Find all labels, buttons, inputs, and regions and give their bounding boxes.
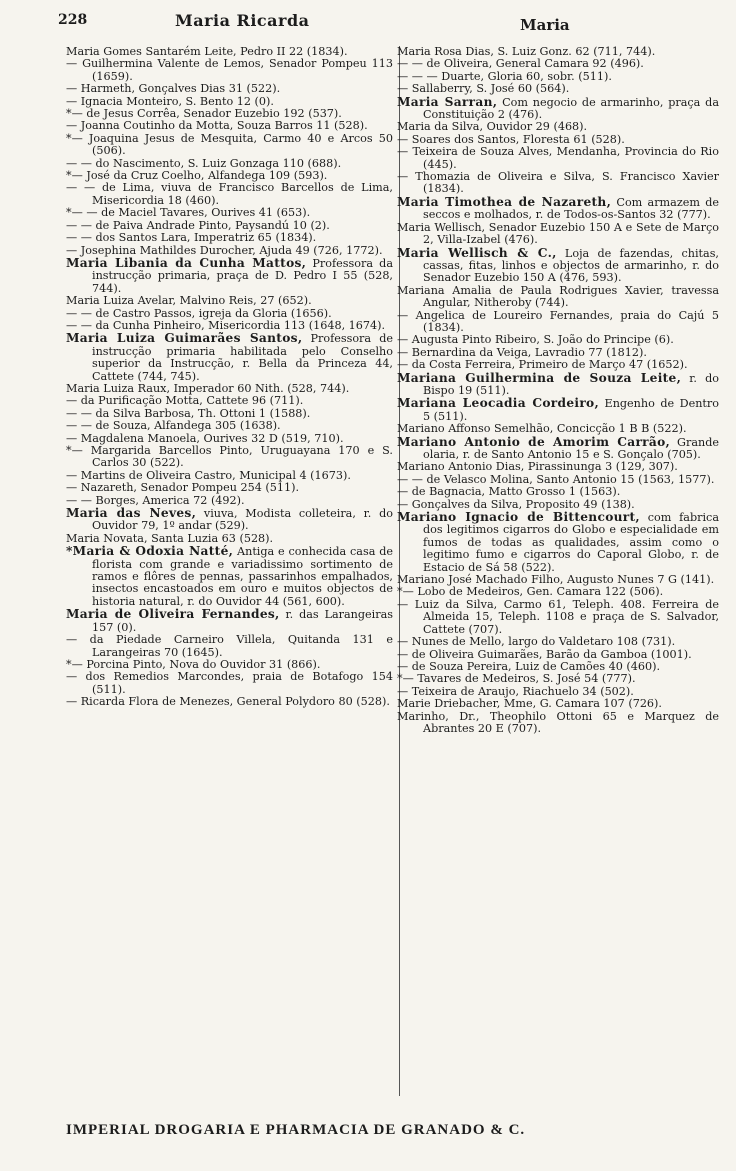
entry-name-bold: Maria Timothea de Nazareth, <box>397 194 612 209</box>
directory-entry: — Nunes de Mello, largo do Valdetaro 108 (731). <box>397 635 676 649</box>
directory-entry: — Thomazia de Oliveira e Silva, S. Francisco Xavier (1834). <box>397 170 719 196</box>
entry-name-bold: Mariana Guilhermina de Souza Leite, <box>397 370 682 385</box>
directory-entry: — Augusta Pinto Ribeiro, S. João do Principe (6). <box>397 333 674 347</box>
directory-entry: — Gonçalves da Silva, Proposito 49 (138). <box>397 497 635 511</box>
directory-entry: — — da Cunha Pinheiro, Misericordia 113 (1648, 1674). <box>66 318 386 332</box>
directory-entry: Mariana Amalia de Paula Rodrigues Xavier, travessa Angular, Nitheroby (744). <box>397 283 719 310</box>
directory-entry: — da Costa Ferreira, Primeiro de Março 47 (1652). <box>397 358 688 372</box>
directory-entry: — — de Oliveira, General Camara 92 (496). <box>397 57 644 71</box>
directory-entry: — de Bagnacia, Matto Grosso 1 (1563). <box>397 485 621 499</box>
directory-entry: Mariano Ignacio de Bittencourt, com fabrica dos legitimos cigarros do Globo e especialidade em fumos de todas as qualidades, assim como o legitimo fumo e cigarros do Caporal Globo, r. de Estacio de Sá 58 (522). <box>397 510 719 574</box>
directory-entry: — — de Paiva Andrade Pinto, Paysandú 10 (2). <box>66 218 330 232</box>
directory-entry: — — Borges, America 72 (492). <box>66 493 245 507</box>
directory-entry: Maria Novata, Santa Luzia 63 (528). <box>66 531 274 545</box>
entry-name-bold: Maria de Oliveira Fernandes, <box>66 607 280 622</box>
entry-name-bold: Mariano Ignacio de Bittencourt, <box>397 510 640 525</box>
directory-entry: — Ignacia Monteiro, S. Bento 12 (0). <box>66 94 274 108</box>
directory-entry: — dos Remedios Marcondes, praia de Botafogo 154 (511). <box>66 670 393 696</box>
directory-entry: — da Purificação Motta, Cattete 96 (711). <box>66 394 304 408</box>
directory-entry: — — de Souza, Alfandega 305 (1638). <box>66 419 281 433</box>
directory-entry: — Bernardina da Veiga, Lavradio 77 (1812). <box>397 345 647 359</box>
directory-entry: Maria da Silva, Ouvidor 29 (468). <box>397 120 588 134</box>
directory-entry: Maria Sarran, Com negocio de armarinho, praça da Constituição 2 (476). <box>397 94 719 122</box>
directory-entry: — Ricarda Flora de Menezes, General Polydoro 80 (528). <box>66 695 390 709</box>
directory-entry: — Guilhermina Valente de Lemos, Senador Pompeu 113 (1659). <box>66 57 393 83</box>
directory-entry: — Magdalena Manoela, Ourives 32 D (519, 710). <box>66 431 344 445</box>
directory-entry: — Soares dos Santos, Floresta 61 (528). <box>397 132 625 146</box>
directory-entry: Mariano Antonio Dias, Pirassinunga 3 (129, 307). <box>397 460 678 474</box>
directory-entry: Maria Wellisch, Senador Euzebio 150 A e Sete de Março 2, Villa-Izabel (476). <box>397 220 719 247</box>
directory-entry: Maria das Neves, viuva, Modista colleteira, r. do Ouvidor 79, 1º andar (529). <box>66 506 393 533</box>
directory-entry: Mariano Affonso Semelhão, Concicção 1 B B (522). <box>397 422 687 436</box>
directory-entry: Maria Gomes Santarém Leite, Pedro II 22 (1834). <box>66 45 348 58</box>
directory-entry: — — — Duarte, Gloria 60, sobr. (511). <box>397 69 612 83</box>
page-header <box>0 8 736 36</box>
directory-entry: — — dos Santos Lara, Imperatriz 65 (1834). <box>66 231 317 245</box>
directory-entry: — Teixeira de Souza Alves, Mendanha, Provincia do Rio (445). <box>397 145 719 171</box>
directory-entry: *— de Jesus Corrêa, Senador Euzebio 192 (537). <box>66 107 342 121</box>
page-title: Maria Ricarda <box>175 11 310 30</box>
entry-name-bold: Maria Libania da Cunha Mattos, <box>66 255 307 270</box>
entry-name-bold: Mariano Antonio de Amorim Carrão, <box>397 434 671 449</box>
directory-entry: *— Tavares de Medeiros, S. José 54 (777). <box>397 672 636 686</box>
page-number: 228 <box>58 12 88 28</box>
directory-entry: Maria Wellisch & C., Loja de fazendas, chitas, cassas, fitas, linhos e objectos de armarinho, r. do Senador Euzebio 150 A (476, 593). <box>397 245 719 285</box>
directory-entry: *— Porcina Pinto, Nova do Ouvidor 31 (866). <box>66 657 321 671</box>
directory-entry: — — de Velasco Molina, Santo Antonio 15 (1563, 1577). <box>397 472 715 486</box>
directory-entry: *— Lobo de Medeiros, Gen. Camara 122 (506). <box>397 585 664 599</box>
right-column <box>397 46 719 735</box>
directory-entry: *— Margarida Barcellos Pinto, Uruguayana 170 e S. Carlos 30 (522). <box>66 444 393 470</box>
entry-name-bold: Maria Luiza Guimarães Santos, <box>66 331 303 346</box>
directory-entry: — Angelica de Loureiro Fernandes, praia do Cajú 5 (1834). <box>397 308 719 334</box>
entry-name-bold: Mariana Leocadia Cordeiro, <box>397 396 600 411</box>
entry-name-bold: *Maria & Odoxia Natté, <box>66 544 234 559</box>
directory-entry: — Harmeth, Gonçalves Dias 31 (522). <box>66 82 281 96</box>
directory-entry: — Luiz da Silva, Carmo 61, Teleph. 408. Ferreira de Almeida 15, Teleph. 1108 e praça de S. Salvador, Cattete (707). <box>397 597 719 636</box>
directory-entry: — Josephina Mathildes Durocher, Ajuda 49 (726, 1772). <box>66 243 383 257</box>
directory-entry: — — da Silva Barbosa, Th. Ottoni 1 (1588). <box>66 406 311 420</box>
directory-entry: Marie Driebacher, Mme, G. Camara 107 (726). <box>397 697 662 711</box>
directory-entry: — da Piedade Carneiro Villela, Quitanda 131 e Larangeiras 70 (1645). <box>66 633 393 659</box>
directory-entry: Maria Timothea de Nazareth, Com armazem de seccos e molhados, r. de Todos-os-Santos 32 (777). <box>397 194 719 222</box>
directory-entry: — Sallaberry, S. José 60 (564). <box>397 82 570 96</box>
directory-entry: Mariana Guilhermina de Souza Leite, r. do Bispo 19 (511). <box>397 370 719 397</box>
directory-entry: Maria Luiza Raux, Imperador 60 Nith. (528, 744). <box>66 381 350 395</box>
directory-entry: *— José da Cruz Coelho, Alfandega 109 (593). <box>66 169 328 183</box>
directory-entry: Mariana Leocadia Cordeiro, Engenho de Dentro 5 (511). <box>397 396 719 423</box>
footer-advertisement: IMPERIAL DROGARIA E PHARMACIA DE GRANADO & C. <box>66 1122 526 1138</box>
directory-entry: — — de Castro Passos, igreja da Gloria (1656). <box>66 306 332 320</box>
entry-name-bold: Maria das Neves, <box>66 506 197 521</box>
directory-entry: — — do Nascimento, S. Luiz Gonzaga 110 (688). <box>66 156 342 170</box>
directory-entry: Maria de Oliveira Fernandes, r. das Larangeiras 157 (0). <box>66 607 394 634</box>
directory-entry: — Teixeira de Araujo, Riachuelo 34 (502). <box>397 684 634 698</box>
entry-name-bold: Maria Sarran, <box>397 94 498 109</box>
directory-entry: Mariano Antonio de Amorim Carrão, Grande olaria, r. de Santo Antonio 15 e S. Gonçalo (705). <box>397 434 719 461</box>
entry-name-bold: Maria Wellisch & C., <box>397 245 557 260</box>
directory-entry: — de Souza Pereira, Luiz de Camões 40 (460). <box>397 659 661 673</box>
directory-entry: — de Oliveira Guimarães, Barão da Gamboa (1001). <box>397 647 692 661</box>
directory-entry: *— — de Maciel Tavares, Ourives 41 (653). <box>66 206 311 220</box>
directory-entry: — Martins de Oliveira Castro, Municipal 4 (1673). <box>66 468 351 482</box>
directory-entry: Maria Luiza Guimarães Santos, Professora de instrucção primaria habilitada pelo Conselho superior da Instrucção, r. Bella da Princeza 44, Cattete (744, 745). <box>66 331 393 383</box>
directory-entry: *— Joaquina Jesus de Mesquita, Carmo 40 e Arcos 50 (506). <box>66 131 393 158</box>
directory-entry: Marinho, Dr., Theophilo Ottoni 65 e Marquez de Abrantes 20 E (707). <box>397 709 719 735</box>
directory-entry: — Joanna Coutinho da Motta, Souza Barros 11 (528). <box>66 119 368 133</box>
directory-entry: Mariano José Machado Filho, Augusto Nunes 7 G (141). <box>397 573 715 587</box>
directory-entry: — Nazareth, Senador Pompeu 254 (511). <box>66 481 300 495</box>
left-column <box>66 46 393 709</box>
directory-entry: Maria Rosa Dias, S. Luiz Gonz. 62 (711, 744). <box>397 45 656 58</box>
directory-entry: Maria Luiza Avelar, Malvino Reis, 27 (652). <box>66 294 312 308</box>
running-head-right: Maria <box>520 16 570 34</box>
directory-entry: Maria Libania da Cunha Mattos, Professora da instrucção primaria, praça de D. Pedro I 55 (528, 744). <box>66 255 393 295</box>
directory-entry: *Maria & Odoxia Natté, Antiga e conhecida casa de florista com grande e variadissimo sortimento de ramos e flôres de pennas, passarinhos empalhados, insectos encastoados em ouro e muitos objectos de historia natural, r. do Ouvidor 44 (561, 600). <box>66 544 393 608</box>
directory-entry: — — de Lima, viuva de Francisco Barcellos de Lima, Misericordia 18 (460). <box>66 181 393 207</box>
